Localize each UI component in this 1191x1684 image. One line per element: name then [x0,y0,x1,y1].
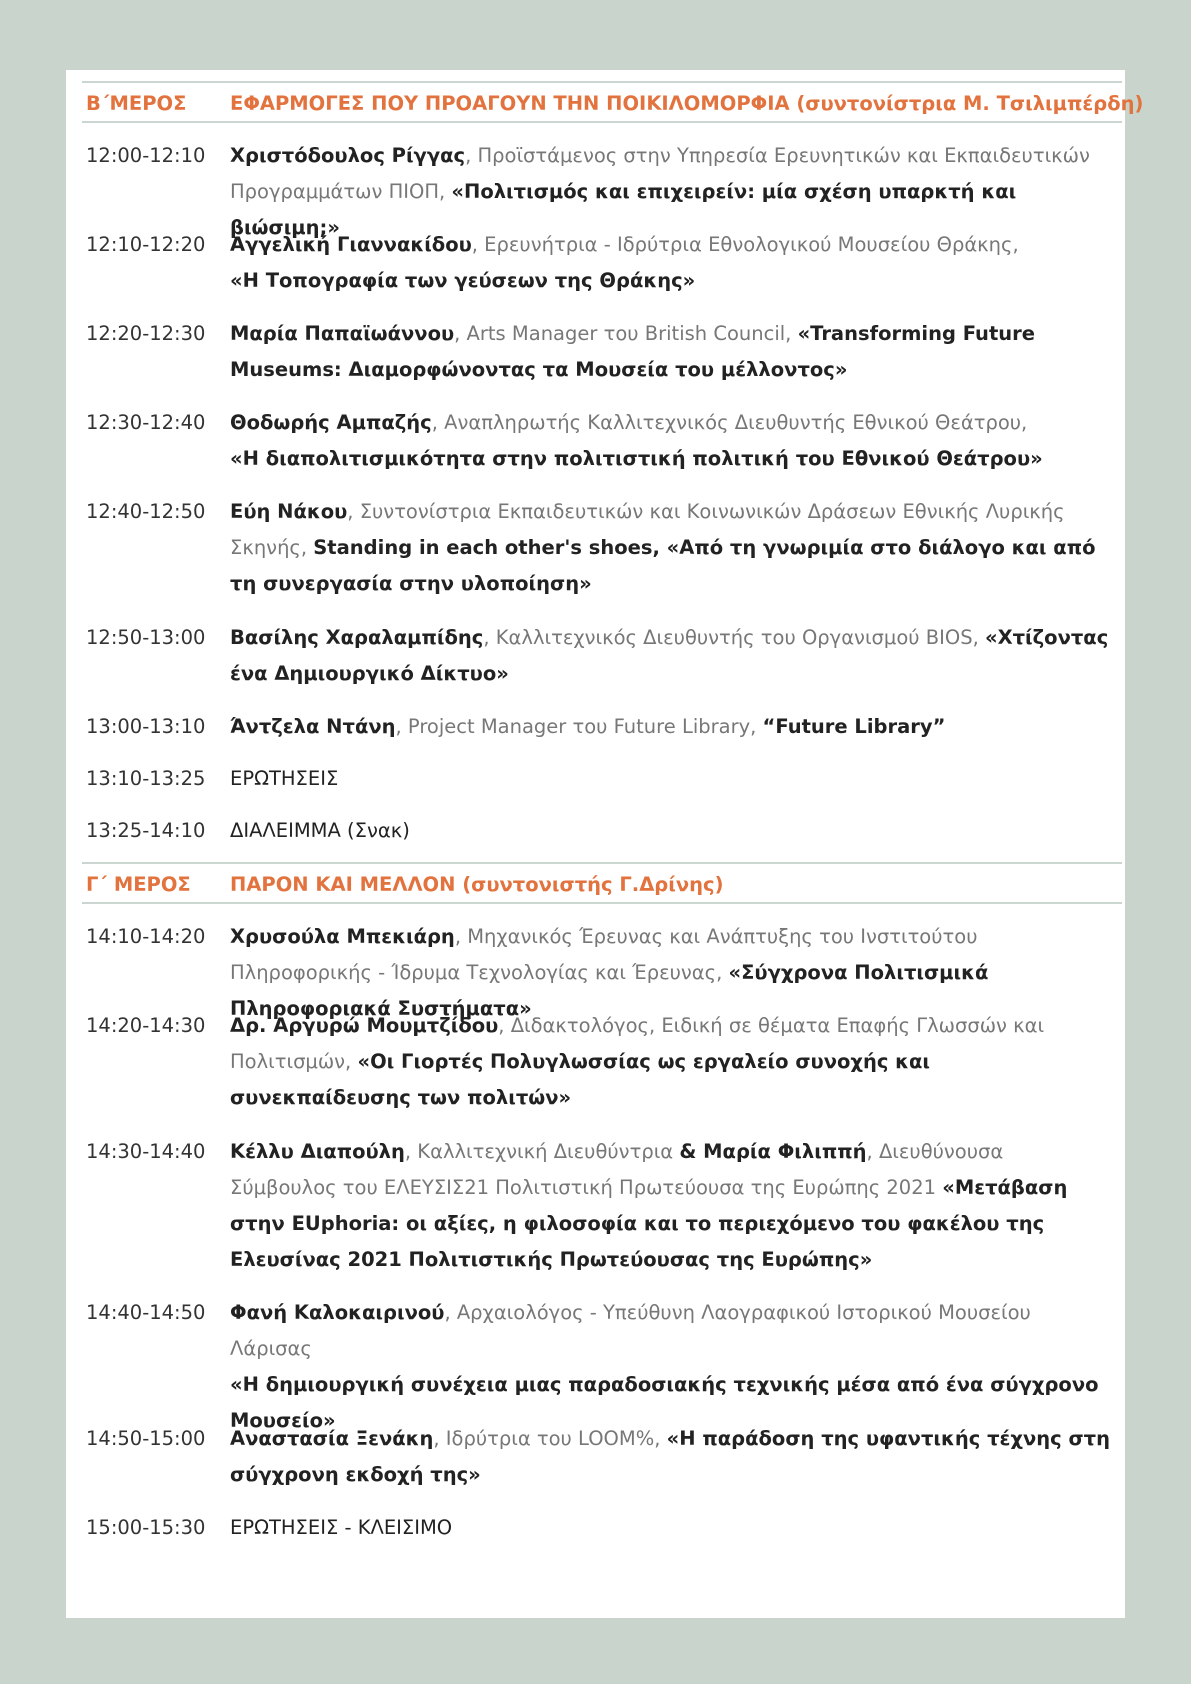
speaker-name: Χρυσούλα Μπεκιάρη [230,925,455,948]
time-slot: 12:00-12:10 [86,144,206,167]
time-slot: 13:25-14:10 [86,819,206,842]
speaker-name: Κέλλυ Διαπούλη [230,1140,405,1163]
section-header-c [82,862,1122,904]
speaker-name: Αναστασία Ξενάκη [230,1427,434,1450]
speaker-name: Χριστόδουλος Ρίγγας [230,144,466,167]
time-slot: 14:10-14:20 [86,925,206,948]
time-slot: 13:10-13:25 [86,767,206,790]
talk-title: «Η Τοπογραφία των γεύσεων της Θράκης» [230,269,696,292]
session-details [230,620,1110,692]
talk-title: «Σύγχρονα Πολιτισμικά Πληροφοριακά Συστήματα» [230,961,989,1020]
program-page [66,70,1144,1618]
speaker-name: Μαρία Παπαϊωάννου [230,322,455,345]
talk-title: Standing in each other's shoes, «Από τη γνωριμία στο διάλογο και από τη συνεργασία στην υλοποίηση» [230,536,1096,595]
speaker-role: , Καλλιτεχνική Διευθύντρια [404,1140,680,1163]
talk-title: «Οι Γιορτές Πολυγλωσσίας ως εργαλείο συνοχής και συνεκπαίδευσης των πολιτών» [230,1050,931,1109]
session-label: ΕΡΩΤΗΣΕΙΣ [230,767,339,790]
session-details [230,1421,1110,1493]
speaker-name: Άντζελα Ντάνη [230,715,396,738]
session-details [230,709,1110,745]
speaker-name: Εύη Νάκου [230,500,348,523]
time-slot: 12:30-12:40 [86,411,206,434]
time-slot: 14:40-14:50 [86,1301,206,1324]
talk-title: «Transforming Future Museums: Διαμορφώνοντας τα Μουσεία του μέλλοντος» [230,322,1035,381]
session-label: ΕΡΩΤΗΣΕΙΣ - ΚΛΕΙΣΙΜΟ [230,1516,453,1539]
ampersand: & [679,1140,704,1163]
time-slot: 14:20-14:30 [86,1014,206,1037]
section-moderator: (συντονιστής Γ.Δρίνης) [462,873,724,896]
section-header-b [82,81,1144,123]
time-slot: 14:50-15:00 [86,1427,206,1450]
speaker-name: Θοδωρής Αμπαζής [230,411,432,434]
section-title-text: ΕΦΑΡΜΟΓΕΣ ΠΟΥ ΠΡΟΑΓΟΥΝ ΤΗΝ ΠΟΙΚΙΛΟΜΟΡΦΙΑ [230,92,790,115]
section-part-label: Γ΄ ΜΕΡΟΣ [86,873,191,896]
session-details [230,494,1110,602]
talk-title: «Χτίζοντας ένα Δημιουργικό Δίκτυο» [230,626,1109,685]
speaker-role: , Project Manager του Future Library, [395,715,763,738]
speaker-role: , Ιδρύτρια του LOOM%, [433,1427,667,1450]
speaker-role: , Arts Manager του British Council, [454,322,798,345]
time-slot: 12:10-12:20 [86,233,206,256]
speaker-name: Αγγελική Γιαννακίδου [230,233,472,256]
session-label: ΔΙΑΛΕΙΜΜΑ (Σνακ) [230,819,410,842]
talk-title: «Η διαπολιτισμικότητα στην πολιτιστική πολιτική του Εθνικού Θεάτρου» [230,447,1043,470]
section-title-text: ΠΑΡΟΝ ΚΑΙ ΜΕΛΛΟΝ [230,873,456,896]
section-part-label: Β΄ΜΕΡΟΣ [86,92,187,115]
session-details [230,316,1110,388]
speaker-role: , Καλλιτεχνικός Διευθυντής του Οργανισμού BIOS, [483,626,985,649]
speaker-role: , Μηχανικός Έρευνας και Ανάπτυξης του Ινστιτούτου Πληροφορικής - Ίδρυμα Τεχνολογίας και Έρευνας, [230,925,978,984]
speaker-role: , Προϊστάμενος στην Υπηρεσία Ερευνητικών και Εκπαιδευτικών Προγραμμάτων ΠΙΟΠ, [230,144,1090,203]
talk-title: «Μετάβαση στην EUphoria: οι αξίες, η φιλοσοφία και το περιεχόμενο του φακέλου της Ελευσίνας 2021 Πολιτιστικής Πρωτεύουσας της Ευρώπης» [230,1176,1068,1271]
section-moderator: (συντονίστρια Μ. Τσιλιμπέρδη) [796,92,1144,115]
session-details [230,1134,1110,1278]
speaker-name: Φανή Καλοκαιρινού [230,1301,445,1324]
time-slot: 15:00-15:30 [86,1516,206,1539]
time-slot: 12:20-12:30 [86,322,206,345]
section-title [230,83,1143,125]
speaker-name-2: Μαρία Φιλιππή [703,1140,867,1163]
session-details [230,405,1110,477]
speaker-role: , Αρχαιολόγος - Υπεύθυνη Λαογραφικού Ιστορικού Μουσείου Λάρισας [230,1301,1031,1360]
speaker-role-2: , Διευθύνουσα Σύμβουλος του ΕΛΕΥΣΙΣ21 Πολιτιστική Πρωτεύουσα της Ευρώπης 2021 [230,1140,1004,1199]
session-details [230,227,1110,299]
time-slot: 12:40-12:50 [86,500,206,523]
speaker-role: , Συντονίστρια Εκπαιδευτικών και Κοινωνικών Δράσεων Εθνικής Λυρικής Σκηνής, [230,500,1065,559]
talk-title: “Future Library” [762,715,946,738]
talk-title: «Πολιτισμός και επιχειρείν: μία σχέση υπαρκτή και βιώσιμη;» [230,180,1017,239]
speaker-role: , Ερευνήτρια - Ιδρύτρια Εθνολογικού Μουσείου Θράκης, [471,233,1019,256]
session-details [230,1295,1110,1439]
talk-title: «Η δημιουργική συνέχεια μιας παραδοσιακής τεχνικής μέσα από ένα σύγχρονο Μουσείο» [230,1373,1099,1432]
time-slot: 12:50-13:00 [86,626,206,649]
time-slot: 14:30-14:40 [86,1140,206,1163]
section-title [230,864,724,906]
speaker-name: Δρ. Αργυρώ Μουμτζίδου [230,1014,499,1037]
time-slot: 13:00-13:10 [86,715,206,738]
session-details [230,1008,1110,1116]
speaker-role: , Διδακτολόγος, Ειδική σε θέματα Επαφής Γλωσσών και Πολιτισμών, [230,1014,1045,1073]
talk-title: «Η παράδοση της υφαντικής τέχνης στη σύγχρονη εκδοχή της» [230,1427,1110,1486]
speaker-role: , Αναπληρωτής Καλλιτεχνικός Διευθυντής Εθνικού Θεάτρου, [431,411,1028,434]
speaker-name: Βασίλης Χαραλαμπίδης [230,626,484,649]
